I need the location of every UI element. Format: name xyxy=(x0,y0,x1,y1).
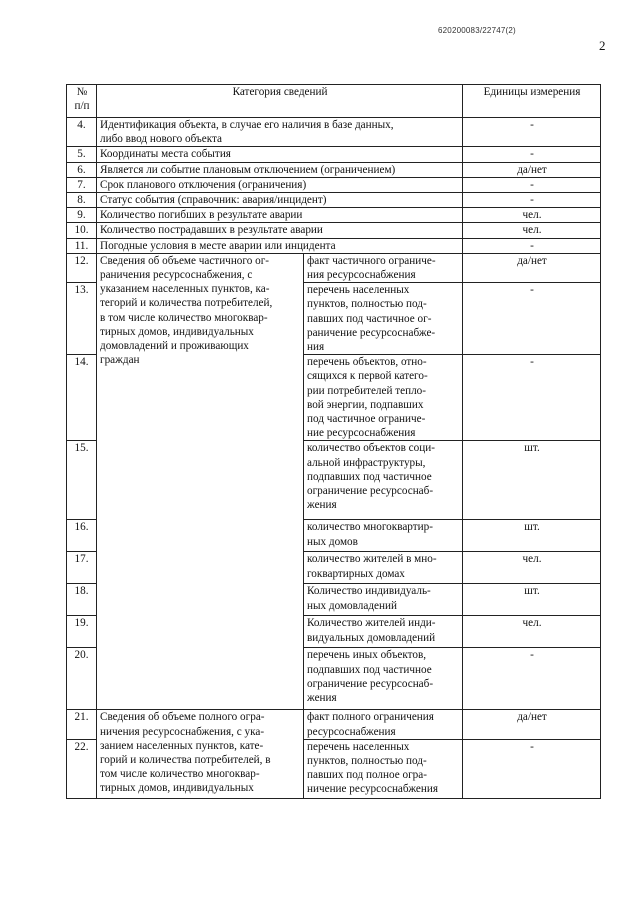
row-category: Статус события (справочник: авария/инцидент) xyxy=(97,193,463,208)
table-row xyxy=(67,208,601,223)
table-row xyxy=(67,238,601,253)
row-unit: да/нет xyxy=(463,162,601,177)
group-category: Сведения об объеме полного огра- ничения ресурсоснабжения, с ука- занием населенных пунктов, кате- горий и количества потребителей, в том числе количество многоквар- тирных домов, индивидуальных xyxy=(97,710,304,798)
row-number: 17. xyxy=(67,552,97,584)
sub-category: перечень населенных пунктов, полностью под- павших под полное огра- ничение ресурсоснабжения xyxy=(304,739,463,798)
row-unit: чел. xyxy=(463,223,601,238)
sub-category: факт частичного ограниче- ния ресурсоснабжения xyxy=(304,253,463,282)
row-number: 8. xyxy=(67,193,97,208)
document-id: 620200083/22747(2) xyxy=(438,26,516,35)
page-number: 2 xyxy=(599,38,606,53)
row-unit: - xyxy=(463,177,601,192)
sub-category: количество жителей в мно- гоквартирных домах xyxy=(304,552,463,584)
group-category: Сведения об объеме частичного ог- раничения ресурсоснабжения, с указанием населенных пунктов, ка- тегорий и количества потребителей, в том числе количество многоквар- тирных домов, индивидуальных домовладений и проживающих граждан xyxy=(97,253,304,710)
row-number: 12. xyxy=(67,253,97,282)
row-category: Количество пострадавших в результате аварии xyxy=(97,223,463,238)
sub-category: перечень объектов, отно- сящихся к первой катего- рии потребителей тепло- вой энергии, подпавших под частичное ограниче- ние ресурсоснабжения xyxy=(304,355,463,441)
row-number: 11. xyxy=(67,238,97,253)
sub-category: Количество индивидуаль- ных домовладений xyxy=(304,584,463,616)
table-row xyxy=(67,223,601,238)
row-unit: - xyxy=(463,283,601,355)
row-number: 20. xyxy=(67,648,97,710)
row-unit: да/нет xyxy=(463,710,601,739)
row-number: 21. xyxy=(67,710,97,739)
row-unit: - xyxy=(463,193,601,208)
table-header-row xyxy=(67,85,601,118)
row-number: 13. xyxy=(67,283,97,355)
row-unit: - xyxy=(463,147,601,162)
table-row xyxy=(67,162,601,177)
header-units: Единицы измерения xyxy=(463,85,601,118)
sub-category: факт полного ограничения ресурсоснабжения xyxy=(304,710,463,739)
data-table xyxy=(66,84,601,799)
sub-category: количество объектов соци- альной инфраструктуры, подпавших под частичное ограничение ресурсоснаб- жения xyxy=(304,441,463,520)
row-unit: чел. xyxy=(463,552,601,584)
header-category: Категория сведений xyxy=(97,85,463,118)
row-unit: - xyxy=(463,118,601,147)
row-category: Является ли событие плановым отключением (ограничением) xyxy=(97,162,463,177)
table-row xyxy=(67,118,601,147)
row-number: 5. xyxy=(67,147,97,162)
row-number: 15. xyxy=(67,441,97,520)
row-category: Погодные условия в месте аварии или инцидента xyxy=(97,238,463,253)
table-row xyxy=(67,177,601,192)
row-number: 16. xyxy=(67,520,97,552)
row-unit: - xyxy=(463,355,601,441)
row-unit: шт. xyxy=(463,441,601,520)
row-number: 7. xyxy=(67,177,97,192)
row-number: 4. xyxy=(67,118,97,147)
row-unit: - xyxy=(463,238,601,253)
table-row xyxy=(67,253,601,282)
sub-category: перечень населенных пунктов, полностью под- павших под частичное ог- раничение ресурсоснабже- ния xyxy=(304,283,463,355)
table-row xyxy=(67,193,601,208)
row-category: Координаты места события xyxy=(97,147,463,162)
sub-category: количество многоквартир- ных домов xyxy=(304,520,463,552)
row-unit: да/нет xyxy=(463,253,601,282)
sub-category: перечень иных объектов, подпавших под частичное ограничение ресурсоснаб- жения xyxy=(304,648,463,710)
row-category: Количество погибших в результате аварии xyxy=(97,208,463,223)
row-unit: чел. xyxy=(463,616,601,648)
row-unit: чел. xyxy=(463,208,601,223)
row-unit: - xyxy=(463,648,601,710)
table-row xyxy=(67,147,601,162)
row-unit: шт. xyxy=(463,520,601,552)
table-row xyxy=(67,710,601,739)
row-category: Идентификация объекта, в случае его наличия в базе данных, либо ввод нового объекта xyxy=(97,118,463,147)
row-number: 9. xyxy=(67,208,97,223)
row-unit: - xyxy=(463,739,601,798)
row-number: 10. xyxy=(67,223,97,238)
row-category: Срок планового отключения (ограничения) xyxy=(97,177,463,192)
row-number: 22. xyxy=(67,739,97,798)
row-number: 6. xyxy=(67,162,97,177)
row-number: 14. xyxy=(67,355,97,441)
row-number: 18. xyxy=(67,584,97,616)
sub-category: Количество жителей инди- видуальных домовладений xyxy=(304,616,463,648)
row-number: 19. xyxy=(67,616,97,648)
row-unit: шт. xyxy=(463,584,601,616)
header-num: № п/п xyxy=(67,85,97,118)
